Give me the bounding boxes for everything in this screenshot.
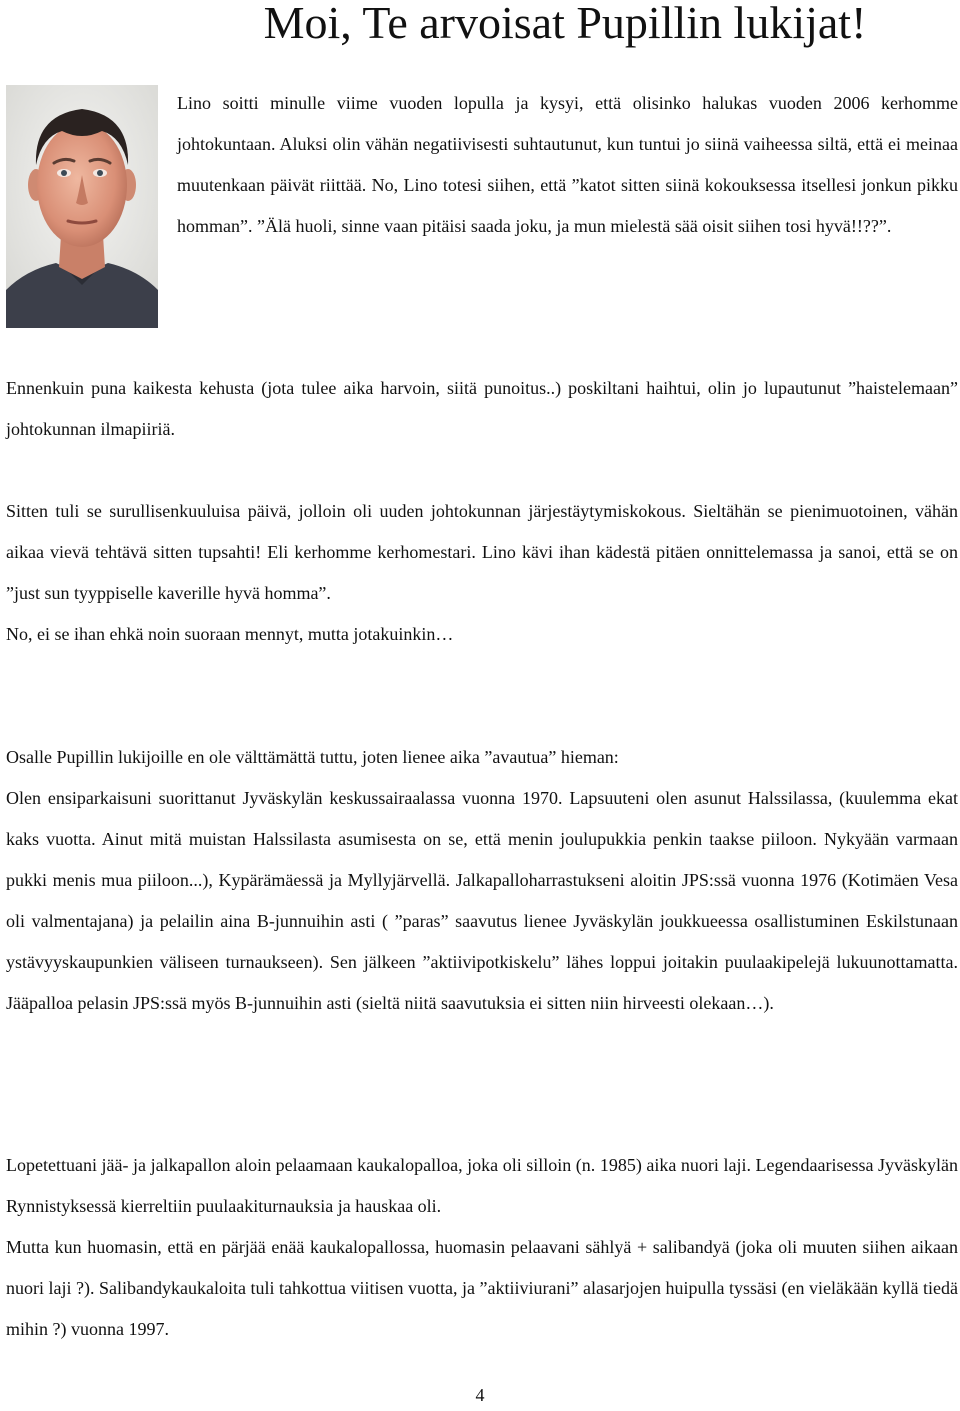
paragraph-4: No, ei se ihan ehkä noin suoraan mennyt, mutta jotakuinkin… [6,624,454,644]
paragraph-7: Lopetettuani jää- ja jalkapallon aloin pelaamaan kaukalopalloa, joka oli silloin (n. 1985) aika nuori laji. Legendaarisessa Jyväskylän Rynnistyksessä kierreltiin puulaakiturnauksia ja hauskaa oli. [6,1155,958,1216]
page-number: 4 [475,1385,485,1405]
paragraph-1: Lino soitti minulle viime vuoden lopulla ja kysyi, että olisinko halukas vuoden 2006 kerhomme johtokuntaan. Aluksi olin vähän negatiivisesti suhtautunut, kun tuntui jo siinä vaiheessa siltä, että ei meinaa muutenkaan päivät riittää. No, Lino totesi siihen, että ”katot sitten siinä kokouksessa itsellesi jonkun pikku homman”. ”Älä huoli, sinne vaan pitäisi saada joku, ja mun mielestä sää oisit siihen tosi hyvä!!??”. [177,93,958,236]
body-block-3 [6,737,958,1024]
body-block-2 [6,491,958,655]
paragraph-6: Olen ensiparkaisuni suorittanut Jyväskylän keskussairaalassa vuonna 1970. Lapsuuteni olen asunut Halssilassa, (kuulemma ekat kaks vuotta. Ainut mitä muistan Halssilasta asumisesta on se, että menin joulupukkia penkin taakse piiloon. Nykyään varmaan pukki menis mua piiloon...), Kypärämäessä ja Myllyjärvellä. Jalkapalloharrastukseni aloitin JPS:ssä vuonna 1976 (Kotimäen Vesa oli valmentajana) ja pelailin aina B-junnuihin asti ( ”paras” saavutus lienee Jyväskylän joukkueessa osallistuminen Eskilstunaan ystävyyskaupunkien väliseen turnaukseen). Sen jälkeen ”aktiivipotkiskelu” lähes loppui joitakin puulaakipelejä lukuunottamatta. Jääpalloa pelasin JPS:ssä myös B-junnuihin asti (sieltä niitä saavutuksia ei sitten niin hirveesti olekaan…). [6,788,958,1013]
paragraph-8: Mutta kun huomasin, että en pärjää enää kaukalopallossa, huomasin pelaavani sählyä + salibandyä (joka oli muuten siihen aikaan nuori laji ?). Salibandykaukaloita tuli tahkottua viitisen vuotta, ja ”aktiiviurani” alasarjojen huipulla tyssäsi (en vieläkään kyllä tiedä mihin ?) vuonna 1997. [6,1237,958,1339]
paragraph-2: Ennenkuin puna kaikesta kehusta (jota tulee aika harvoin, siitä punoitus..) poskiltani haihtui, olin jo lupautunut ”haistelemaan” johtokunnan ilmapiiriä. [6,378,958,439]
paragraph-3: Sitten tuli se surullisenkuuluisa päivä, jolloin oli uuden johtokunnan järjestäytymiskokous. Sieltähän se pienimuotoinen, vähän aikaa vievä tehtävä sitten tupsahti! Eli kerhomme kerhomestari. Lino kävi ihan kädestä pitäen onnittelemassa ja sanoi, että se on ”just sun tyyppiselle kaverille hyvä homma”. [6,501,958,603]
paragraph-5: Osalle Pupillin lukijoille en ole välttämättä tuttu, joten lienee aika ”avautua” hieman: [6,747,619,767]
author-portrait-photo [6,85,158,328]
body-block-1 [6,368,958,450]
intro-paragraph [177,83,958,247]
body-block-4 [6,1145,958,1350]
page-title: Moi, Te arvoisat Pupillin lukijat! [263,0,867,48]
